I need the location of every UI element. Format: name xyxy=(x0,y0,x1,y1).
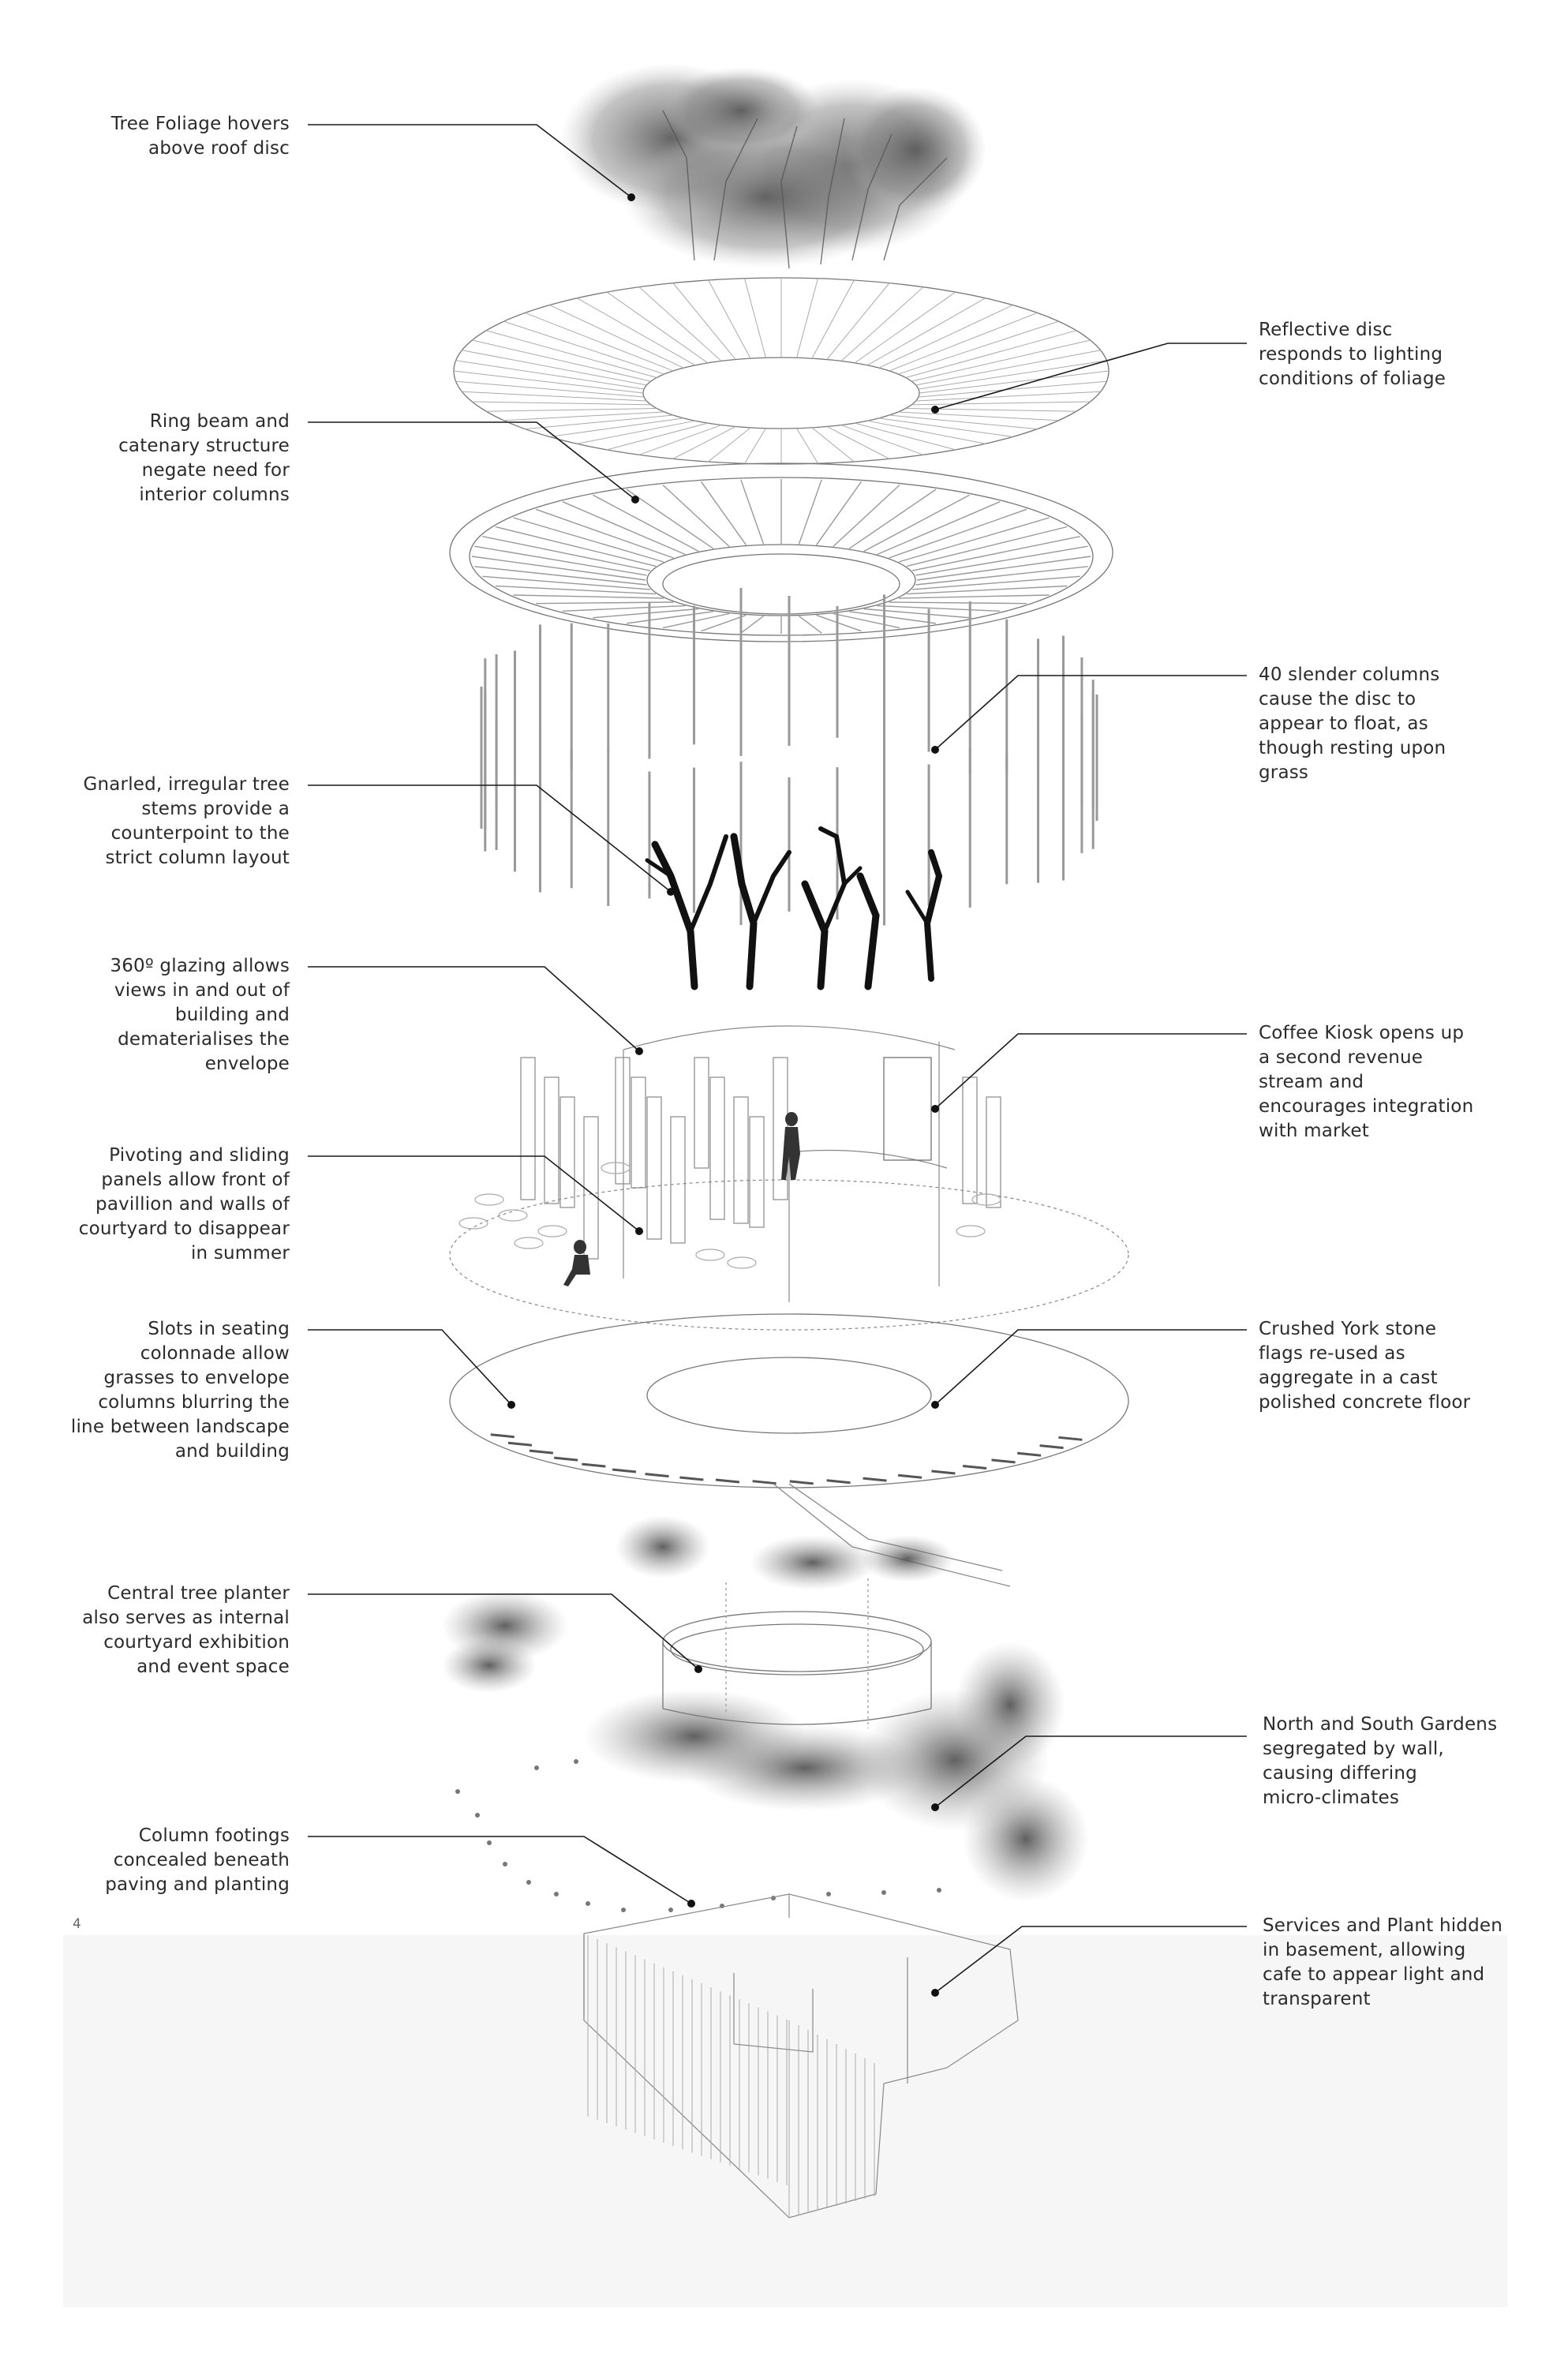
tree-foliage xyxy=(560,63,986,268)
page-number: 4 xyxy=(73,1916,81,1932)
slender-columns xyxy=(481,588,1097,926)
ring-beam xyxy=(450,463,1113,642)
glazing-pavilion xyxy=(450,1026,1128,1330)
annotation-tree-foliage: Tree Foliage hovers above roof disc xyxy=(110,114,290,159)
annotation-coffee-kiosk: Coffee Kiosk opens up a second revenue stream and encourages integration with market xyxy=(1259,1023,1474,1141)
annotation-gardens: North and South Gardens segregated by wall, causing differing micro-climates xyxy=(1263,1714,1498,1808)
annotation-column-footings: Column footings concealed beneath paving and planting xyxy=(105,1825,290,1895)
basement xyxy=(584,1894,1018,2218)
annotation-reflective-disc: Reflective disc responds to lighting conditions of foliage xyxy=(1259,320,1446,389)
annotation-tree-planter: Central tree planter also serves as internal courtyard exhibition and event space xyxy=(82,1583,290,1677)
annotation-slender-columns: 40 slender columns cause the disc to appear to float, as though resting upon grass xyxy=(1259,665,1446,783)
annotation-ring-beam: Ring beam and catenary structure negate need for interior columns xyxy=(118,411,290,505)
annotation-services-plant: Services and Plant hidden in basement, allowing cafe to appear light and transparent xyxy=(1263,1915,1503,2009)
annotation-tree-stems: Gnarled, irregular tree stems provide a counterpoint to the strict column layout xyxy=(83,774,290,868)
tree-stems xyxy=(647,829,939,987)
annotation-seating-slots: Slots in seating colonnade allow grasses to envelope columns blurring the line between landscape and building xyxy=(70,1319,290,1462)
gardens-planting xyxy=(442,1515,1089,1902)
annotation-york-stone: Crushed York stone flags re-used as aggregate in a cast polished concrete floor xyxy=(1259,1319,1471,1413)
reflective-disc xyxy=(454,278,1109,464)
annotation-pivoting-panels: Pivoting and sliding panels allow front of pavillion and walls of courtyard to disappear in summer xyxy=(78,1145,290,1264)
annotation-glazing: 360º glazing allows views in and out of building and dematerialises the envelope xyxy=(110,956,290,1074)
